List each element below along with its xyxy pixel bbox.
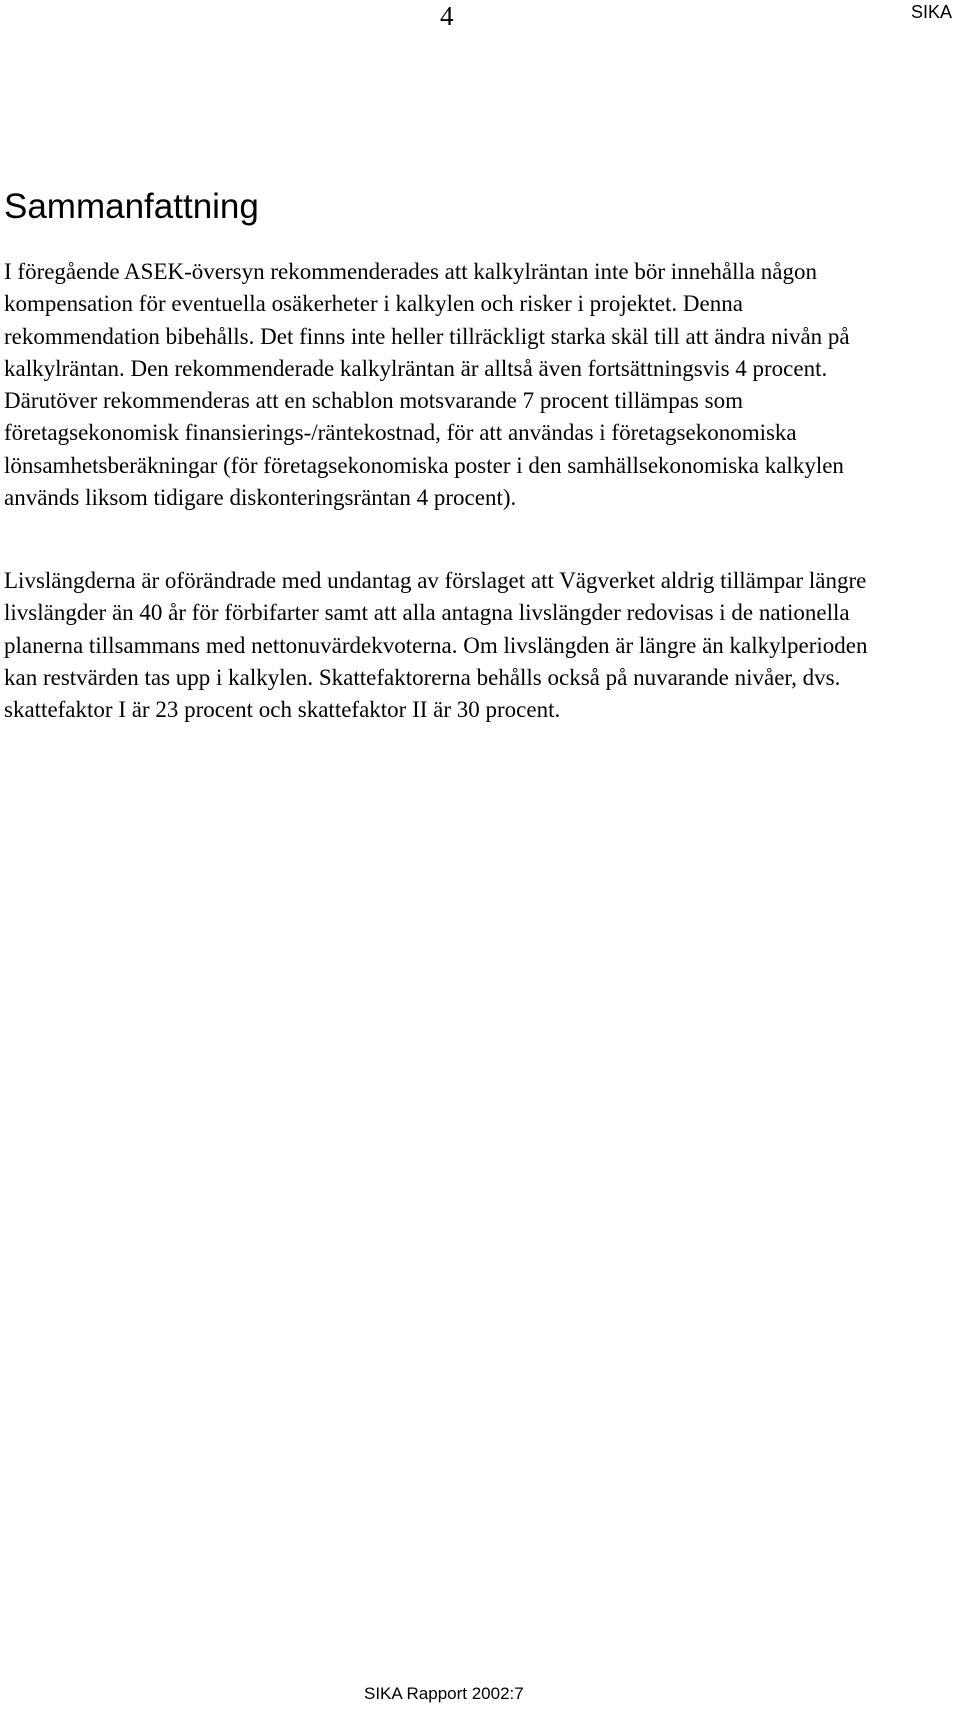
footer-report-id: SIKA Rapport 2002:7 — [364, 1684, 524, 1703]
paragraph-interest-rate: I föregående ASEK-översyn rekommenderades att kalkylräntan inte bör innehålla någon kompensation för eventuella osäkerheter i kalkylen och risker i projektet. Denna rekommendation bibehålls. Det finns inte heller tillräckligt starka skäl till att ändra nivån på kalkylräntan. Den rekommenderade kalkylräntan är alltså även fortsättningsvis 4 procent. Därutöver rekommenderas att en schablon motsvarande 7 procent tillämpas som företagsekonomisk finansierings-/räntekostnad, för att användas i företagsekonomiska lönsamhetsberäkningar (för företagsekonomiska poster i den samhällsekonomiska kalkylen används liksom tidigare diskonteringsräntan 4 procent). — [4, 259, 850, 511]
section-title: Sammanfattning — [4, 187, 259, 226]
page-number: 4 — [440, 1, 454, 31]
paragraph-lifespans: Livslängderna är oförändrade med undantag av förslaget att Vägverket aldrig tillämpar längre livslängder än 40 år för förbifarter samt att alla antagna livslängder redovisas i de nationella planerna tillsammans med nettonuvärdekvoterna. Om livslängden är längre än kalkylperioden kan restvärden tas upp i kalkylen. Skattefaktorerna behålls också på nuvarande nivåer, dvs. skattefaktor I är 23 procent och skattefaktor II är 30 procent. — [4, 568, 868, 723]
header-brand: SIKA — [910, 2, 952, 22]
